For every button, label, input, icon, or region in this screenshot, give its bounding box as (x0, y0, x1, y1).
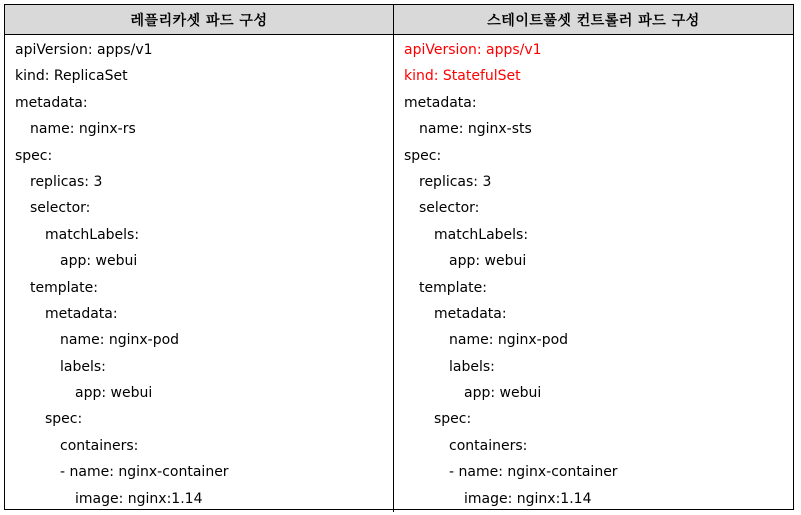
yaml-line: - name: nginx-container (449, 464, 618, 481)
yaml-line: app: webui (464, 385, 542, 402)
yaml-line-highlighted: apiVersion: apps/v1 (404, 42, 542, 58)
yaml-line: kind: ReplicaSet (15, 68, 128, 85)
yaml-line: name: nginx-pod (449, 332, 569, 349)
statefulset-yaml-cell (394, 35, 793, 512)
yaml-line: template: (30, 279, 98, 296)
yaml-line: selector: (419, 200, 480, 217)
yaml-line: spec: (404, 147, 442, 164)
yaml-line: image: nginx:1.14 (75, 490, 203, 507)
yaml-line: - name: nginx-container (60, 464, 229, 481)
yaml-line-highlighted: kind: StatefulSet (404, 68, 521, 85)
comparison-table (4, 4, 794, 510)
replicaset-yaml-cell (5, 35, 394, 512)
yaml-line: spec: (45, 411, 83, 428)
yaml-line: labels: (449, 358, 495, 375)
yaml-line: metadata: (15, 94, 88, 111)
yaml-line: selector: (30, 200, 91, 217)
yaml-line: metadata: (45, 305, 118, 322)
yaml-line: name: nginx-pod (60, 332, 180, 349)
yaml-line: template: (419, 279, 487, 296)
yaml-line: spec: (434, 411, 472, 428)
yaml-line: matchLabels: (434, 226, 529, 243)
yaml-line: metadata: (434, 305, 507, 322)
yaml-line: metadata: (404, 94, 477, 111)
yaml-line: image: nginx:1.14 (464, 490, 592, 507)
yaml-line: app: webui (75, 385, 153, 402)
yaml-line: app: webui (60, 253, 138, 270)
replicaset-header: 레플리카셋 파드 구성 (5, 5, 394, 35)
statefulset-header: 스테이트풀셋 컨트롤러 파드 구성 (394, 5, 793, 35)
yaml-line: app: webui (449, 253, 527, 270)
yaml-line: name: nginx-rs (30, 121, 136, 138)
yaml-line: containers: (60, 437, 139, 454)
yaml-line: apiVersion: apps/v1 (15, 42, 153, 58)
yaml-line: spec: (15, 147, 53, 164)
yaml-line: replicas: 3 (419, 173, 492, 190)
yaml-line: containers: (449, 437, 528, 454)
yaml-line: labels: (60, 358, 106, 375)
yaml-line: name: nginx-sts (419, 121, 532, 138)
yaml-line: replicas: 3 (30, 173, 103, 190)
yaml-line: matchLabels: (45, 226, 140, 243)
